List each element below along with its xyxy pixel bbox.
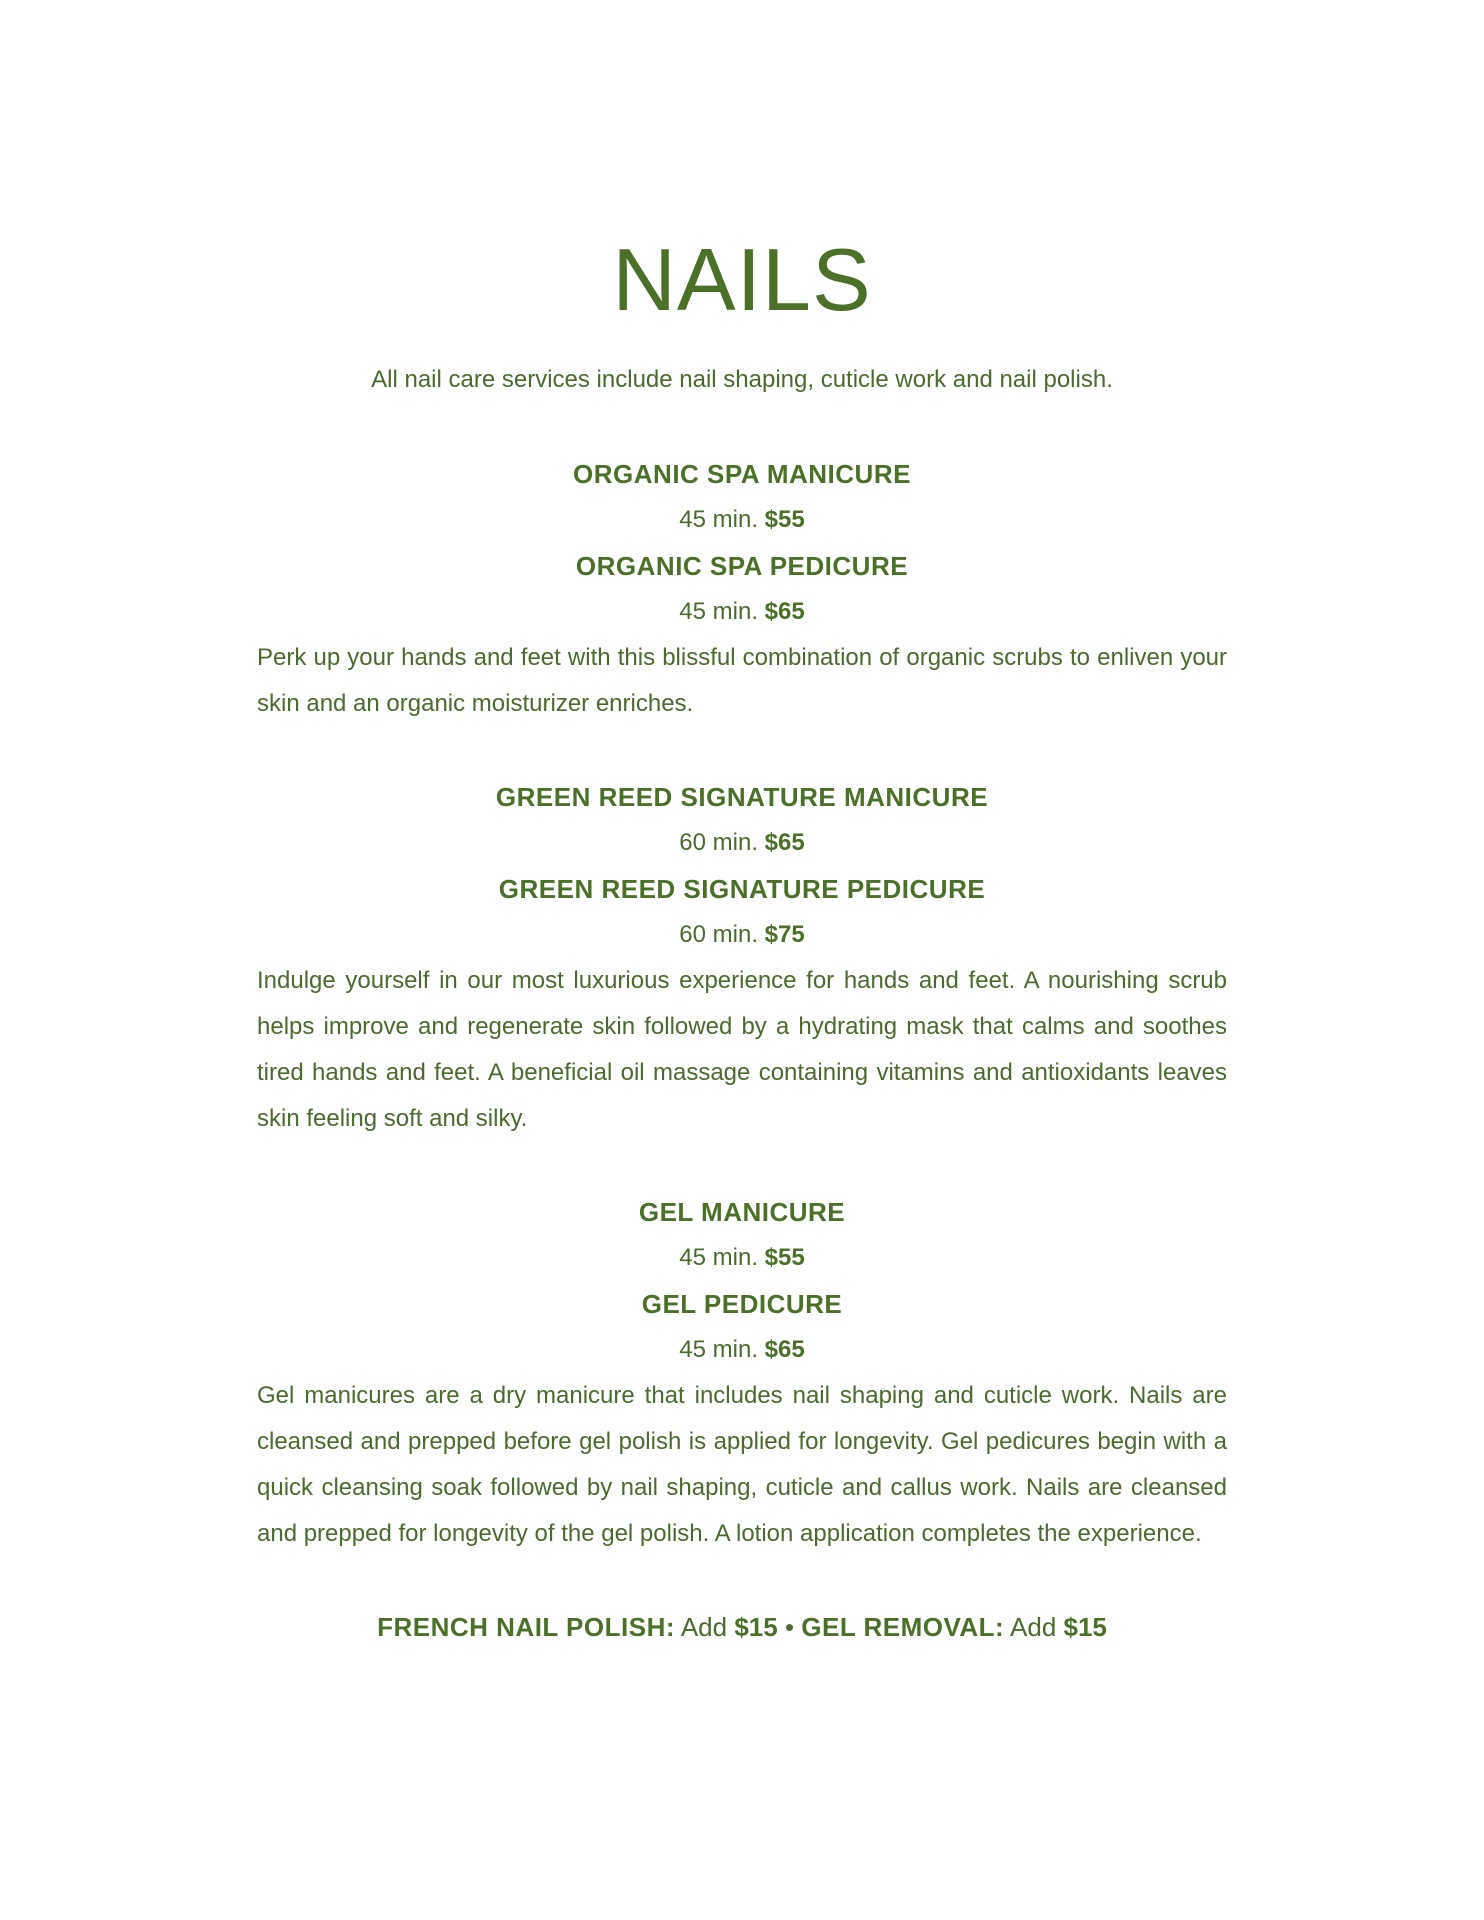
service-price-line	[257, 912, 1227, 958]
service-duration: 45 min.	[679, 506, 758, 533]
addon-price: $15	[734, 1612, 778, 1642]
service-section-gel	[257, 1189, 1227, 1557]
service-name: GEL MANICURE	[638, 1197, 846, 1227]
service-price: $65	[764, 829, 805, 856]
service-price: $55	[764, 506, 805, 533]
service-name: GREEN REED SIGNATURE MANICURE	[495, 782, 989, 812]
service-description: Indulge yourself in our most luxurious experience for hands and feet. A nourishing scrub helps improve and regenerate skin followed by a hydrating mask that calms and soothes tired hands and feet. A beneficial oil massage containing vitamins and antioxidants leaves skin feeling soft and silky.	[257, 967, 1227, 1132]
service-name: GREEN REED SIGNATURE PEDICURE	[498, 874, 986, 904]
service-duration: 60 min.	[679, 829, 758, 856]
service-price-line	[257, 1235, 1227, 1281]
service-price: $65	[764, 598, 805, 625]
addons-line	[0, 1604, 1484, 1650]
service-duration: 45 min.	[679, 1336, 758, 1363]
service-duration: 45 min.	[679, 598, 758, 625]
service-price-line	[257, 589, 1227, 635]
addon-label: FRENCH NAIL POLISH:	[377, 1612, 676, 1642]
service-price: $65	[764, 1336, 805, 1363]
service-name: ORGANIC SPA MANICURE	[573, 459, 911, 489]
addon-price: $15	[1063, 1612, 1107, 1642]
service-duration: 60 min.	[679, 921, 758, 948]
addon-prefix: Add	[1010, 1612, 1057, 1642]
service-description: Perk up your hands and feet with this blissful combination of organic scrubs to enliven your skin and an organic moisturizer enriches.	[257, 644, 1227, 717]
page-title: NAILS	[612, 230, 872, 329]
service-section-organic-spa	[257, 451, 1227, 727]
addon-prefix: Add	[680, 1612, 728, 1642]
service-description: Gel manicures are a dry manicure that includes nail shaping and cuticle work. Nails are cleansed and prepped before gel polish is applied for longevity. Gel pedicures begin with a quick cleansing soak followed by nail shaping, cuticle and callus work. Nails are cleansed and prepped for longevity of the gel polish. A lotion application completes the experience.	[257, 1382, 1227, 1547]
addon-label: GEL REMOVAL:	[801, 1612, 1005, 1642]
addon-separator: •	[784, 1612, 795, 1642]
service-name: GEL PEDICURE	[641, 1289, 843, 1319]
service-section-green-reed	[257, 774, 1227, 1142]
service-price-line	[257, 820, 1227, 866]
service-price-line	[257, 497, 1227, 543]
service-duration: 45 min.	[679, 1244, 758, 1271]
service-price: $55	[764, 1244, 805, 1271]
service-price: $75	[764, 921, 805, 948]
page-subtitle: All nail care services include nail shaping, cuticle work and nail polish.	[371, 366, 1113, 393]
service-name: ORGANIC SPA PEDICURE	[575, 551, 909, 581]
service-price-line	[257, 1327, 1227, 1373]
